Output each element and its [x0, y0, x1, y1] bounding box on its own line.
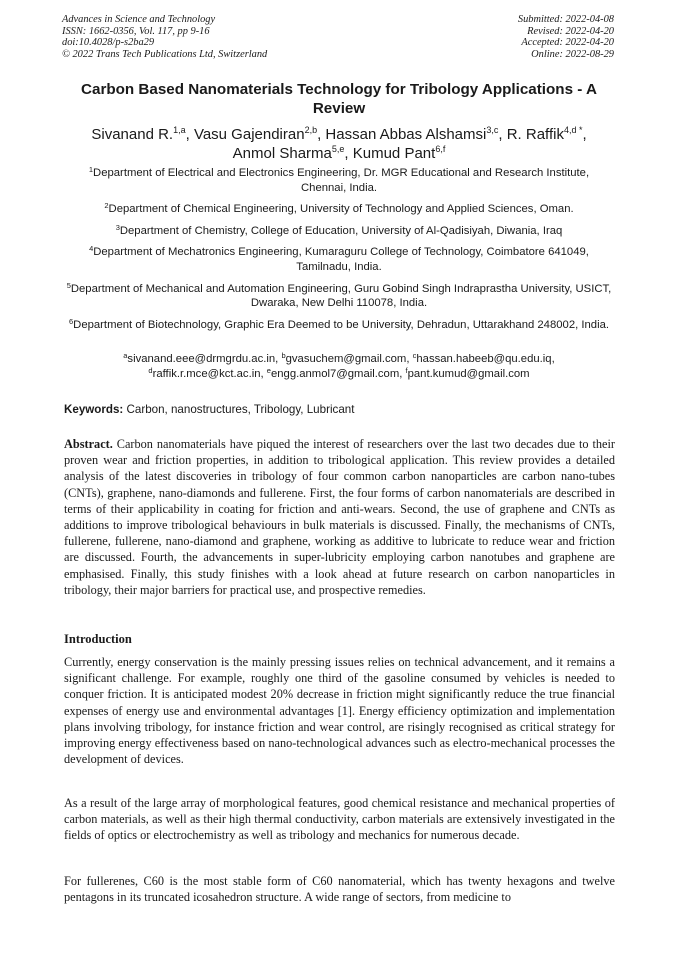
- journal-header: [62, 14, 267, 60]
- affiliation-sup: 3: [115, 222, 120, 232]
- date-submitted: Submitted: 2022-04-08: [517, 14, 614, 25]
- email-address[interactable]: hassan.habeeb@qu.edu.iq,: [416, 353, 555, 365]
- keywords: [64, 402, 616, 417]
- email-sup: c: [412, 351, 417, 360]
- keywords-text: Carbon, nanostructures, Tribology, Lubricant: [126, 403, 355, 416]
- abstract-text: Carbon nanomaterials have piqued the interest of researchers over the last two decades due to their proven wear and friction properties, in addition to tribological application. This review provides a detailed analysis of the latest discoveries in tribology of four common carbon nanoparticles are carbon nano-tubes (CNTs), graphene, nano-diamonds and fullerene. First, the four forms of carbon nanomaterials are described in terms of their applicability in coating for friction and anti-wears. Second, the use of graphene and CNTs as additions to improve tribological behaviours in bulk materials is discussed. Finally, the mechanisms of CNTs, fullerene, fullerene, nano-diamond and graphene, working as additive to lubricate to reduce wear and friction are discussed. Fourth, the advancements in super-lubricity employing carbon nanotubes and graphene are emphasised. Finally, this study finishes with a look ahead at future research on carbon nanoparticles in tribology, their major barriers for practical use, and prospective remedies.: [64, 437, 615, 597]
- date-online: Online: 2022-08-29: [531, 48, 614, 60]
- affiliation: [66, 245, 612, 274]
- affiliation-sup: 2: [104, 201, 109, 211]
- body-paragraph: Currently, energy conservation is the mainly pressing issues relies on technical advancement, and it remains a significant challenge. For example, roughly one third of the gasoline consumed by vehicles is needed to conquer friction. It is anticipated modest 20% decrease in friction might significantly reduce the true financial expenses of energy use and environmental advantages [1]. Energy efficiency optimization and implementation plans involving tribology, for instance friction and wear control, are risingly recognised as critical strategy for improving energy effectiveness based on nano-technological advances such as electro-mechanical processes the development of devices.: [64, 655, 615, 767]
- affiliation: [66, 318, 612, 333]
- email-sup: e: [266, 365, 271, 375]
- author-sup: 5,e: [331, 144, 345, 154]
- journal-issn: ISSN: 1662-0356, Vol. 117, pp 9-16: [62, 25, 210, 37]
- affiliation: [66, 202, 612, 217]
- author-sup: 6,f: [435, 144, 446, 154]
- affiliation-text: Department of Mechatronics Engineering, Kumaraguru College of Technology, Coimbatore 641049, Tamilnadu, India.: [93, 246, 589, 273]
- body-paragraph: As a result of the large array of morphological features, good chemical resistance and mechanical properties of carbon materials, as well as their high thermal conductivity, carbon materials are extensively investigated in the fields of optics or electrochemistry as well as tribology and mechanics for numerous decade.: [64, 796, 615, 843]
- affiliation-text: Department of Mechanical and Automation Engineering, Guru Gobind Singh Indraprastha University, USICT, Dwaraka, New Delhi 110078, India.: [70, 282, 612, 310]
- author-name: Hassan Abbas Alshamsi: [325, 126, 487, 143]
- abstract-label: Abstract.: [64, 437, 113, 451]
- affiliation-text: Department of Chemical Engineering, University of Technology and Applied Sciences, Oman.: [108, 203, 574, 216]
- affiliation-sup: 1: [88, 165, 94, 174]
- author-sup: 1,a: [173, 125, 186, 135]
- email-list: [66, 352, 612, 381]
- author-sup: 4,d *: [563, 125, 583, 135]
- affiliation-sup: 4: [89, 244, 94, 254]
- journal-name: Advances in Science and Technology: [62, 14, 216, 25]
- dates-header: [518, 14, 614, 60]
- affiliation-text: Department of Chemistry, College of Education, University of Al-Qadisiyah, Diwania, Iraq: [119, 224, 563, 237]
- abstract: [64, 436, 615, 598]
- affiliation: [66, 282, 612, 311]
- affiliation-sup: 6: [68, 316, 74, 326]
- email-address[interactable]: raffik.r.mce@kct.ac.in,: [152, 367, 267, 380]
- email-address[interactable]: engg.anmol7@gmail.com,: [270, 367, 406, 380]
- paper-title: Carbon Based Nanomaterials Technology for Tribology Applications - A Review: [81, 81, 597, 117]
- author-name: Kumud Pant: [352, 145, 436, 162]
- email-sup: b: [281, 351, 286, 360]
- author-list: Sivanand R.$^{1,a}$, Vasu Gajendiran$^{2,b}$, Hassan Abbas Alshamsi$^{3,c}$, R. Raffik$^{4,d *}$, Anmol Sharma$^{5,e}$, Kumud Pant$^{6,f}$: [91, 125, 587, 162]
- author-sup: 2,b: [304, 125, 318, 135]
- section-heading-introduction: Introduction: [64, 632, 132, 646]
- author-name: Sivanand R.: [91, 126, 174, 143]
- email-address[interactable]: gvasuchem@gmail.com,: [285, 353, 413, 365]
- email-address[interactable]: pant.kumud@gmail.com: [407, 367, 530, 380]
- date-revised: Revised: 2022-04-20: [527, 25, 614, 37]
- keywords-label: Keywords:: [64, 403, 124, 416]
- journal-doi: doi:10.4028/p-s2ba29: [62, 37, 155, 48]
- email-sup: f: [405, 365, 408, 375]
- author-sup: 3,c: [486, 125, 499, 135]
- email-sup: d: [148, 365, 153, 375]
- affiliation: [66, 224, 612, 239]
- author-name: R. Raffik: [506, 126, 564, 143]
- affiliation-text: Department of Biotechnology, Graphic Era Deemed to be University, Dehradun, Uttarakhand 248002, India.: [73, 318, 610, 331]
- affiliation-text: Department of Electrical and Electronics Engineering, Dr. MGR Educational and Research Institute, Chennai, India.: [93, 167, 590, 194]
- affiliation-list: [66, 166, 612, 339]
- body-paragraph: For fullerenes, C60 is the most stable form of C60 nanomaterial, which has twenty hexagons and twelve pentagons in its truncated icosahedron structure. A wide range of sectors, from medicine to: [64, 874, 615, 905]
- email-sup: a: [123, 351, 128, 360]
- email-address[interactable]: sivanand.eee@drmgrdu.ac.in,: [127, 353, 282, 365]
- author-name: Vasu Gajendiran: [193, 126, 305, 143]
- affiliation-sup: 5: [66, 280, 71, 290]
- date-accepted: Accepted: 2022-04-20: [521, 37, 614, 48]
- affiliation: [66, 166, 612, 195]
- author-name: Anmol Sharma: [232, 145, 332, 162]
- journal-copyright: © 2022 Trans Tech Publications Ltd, Switzerland: [62, 48, 268, 60]
